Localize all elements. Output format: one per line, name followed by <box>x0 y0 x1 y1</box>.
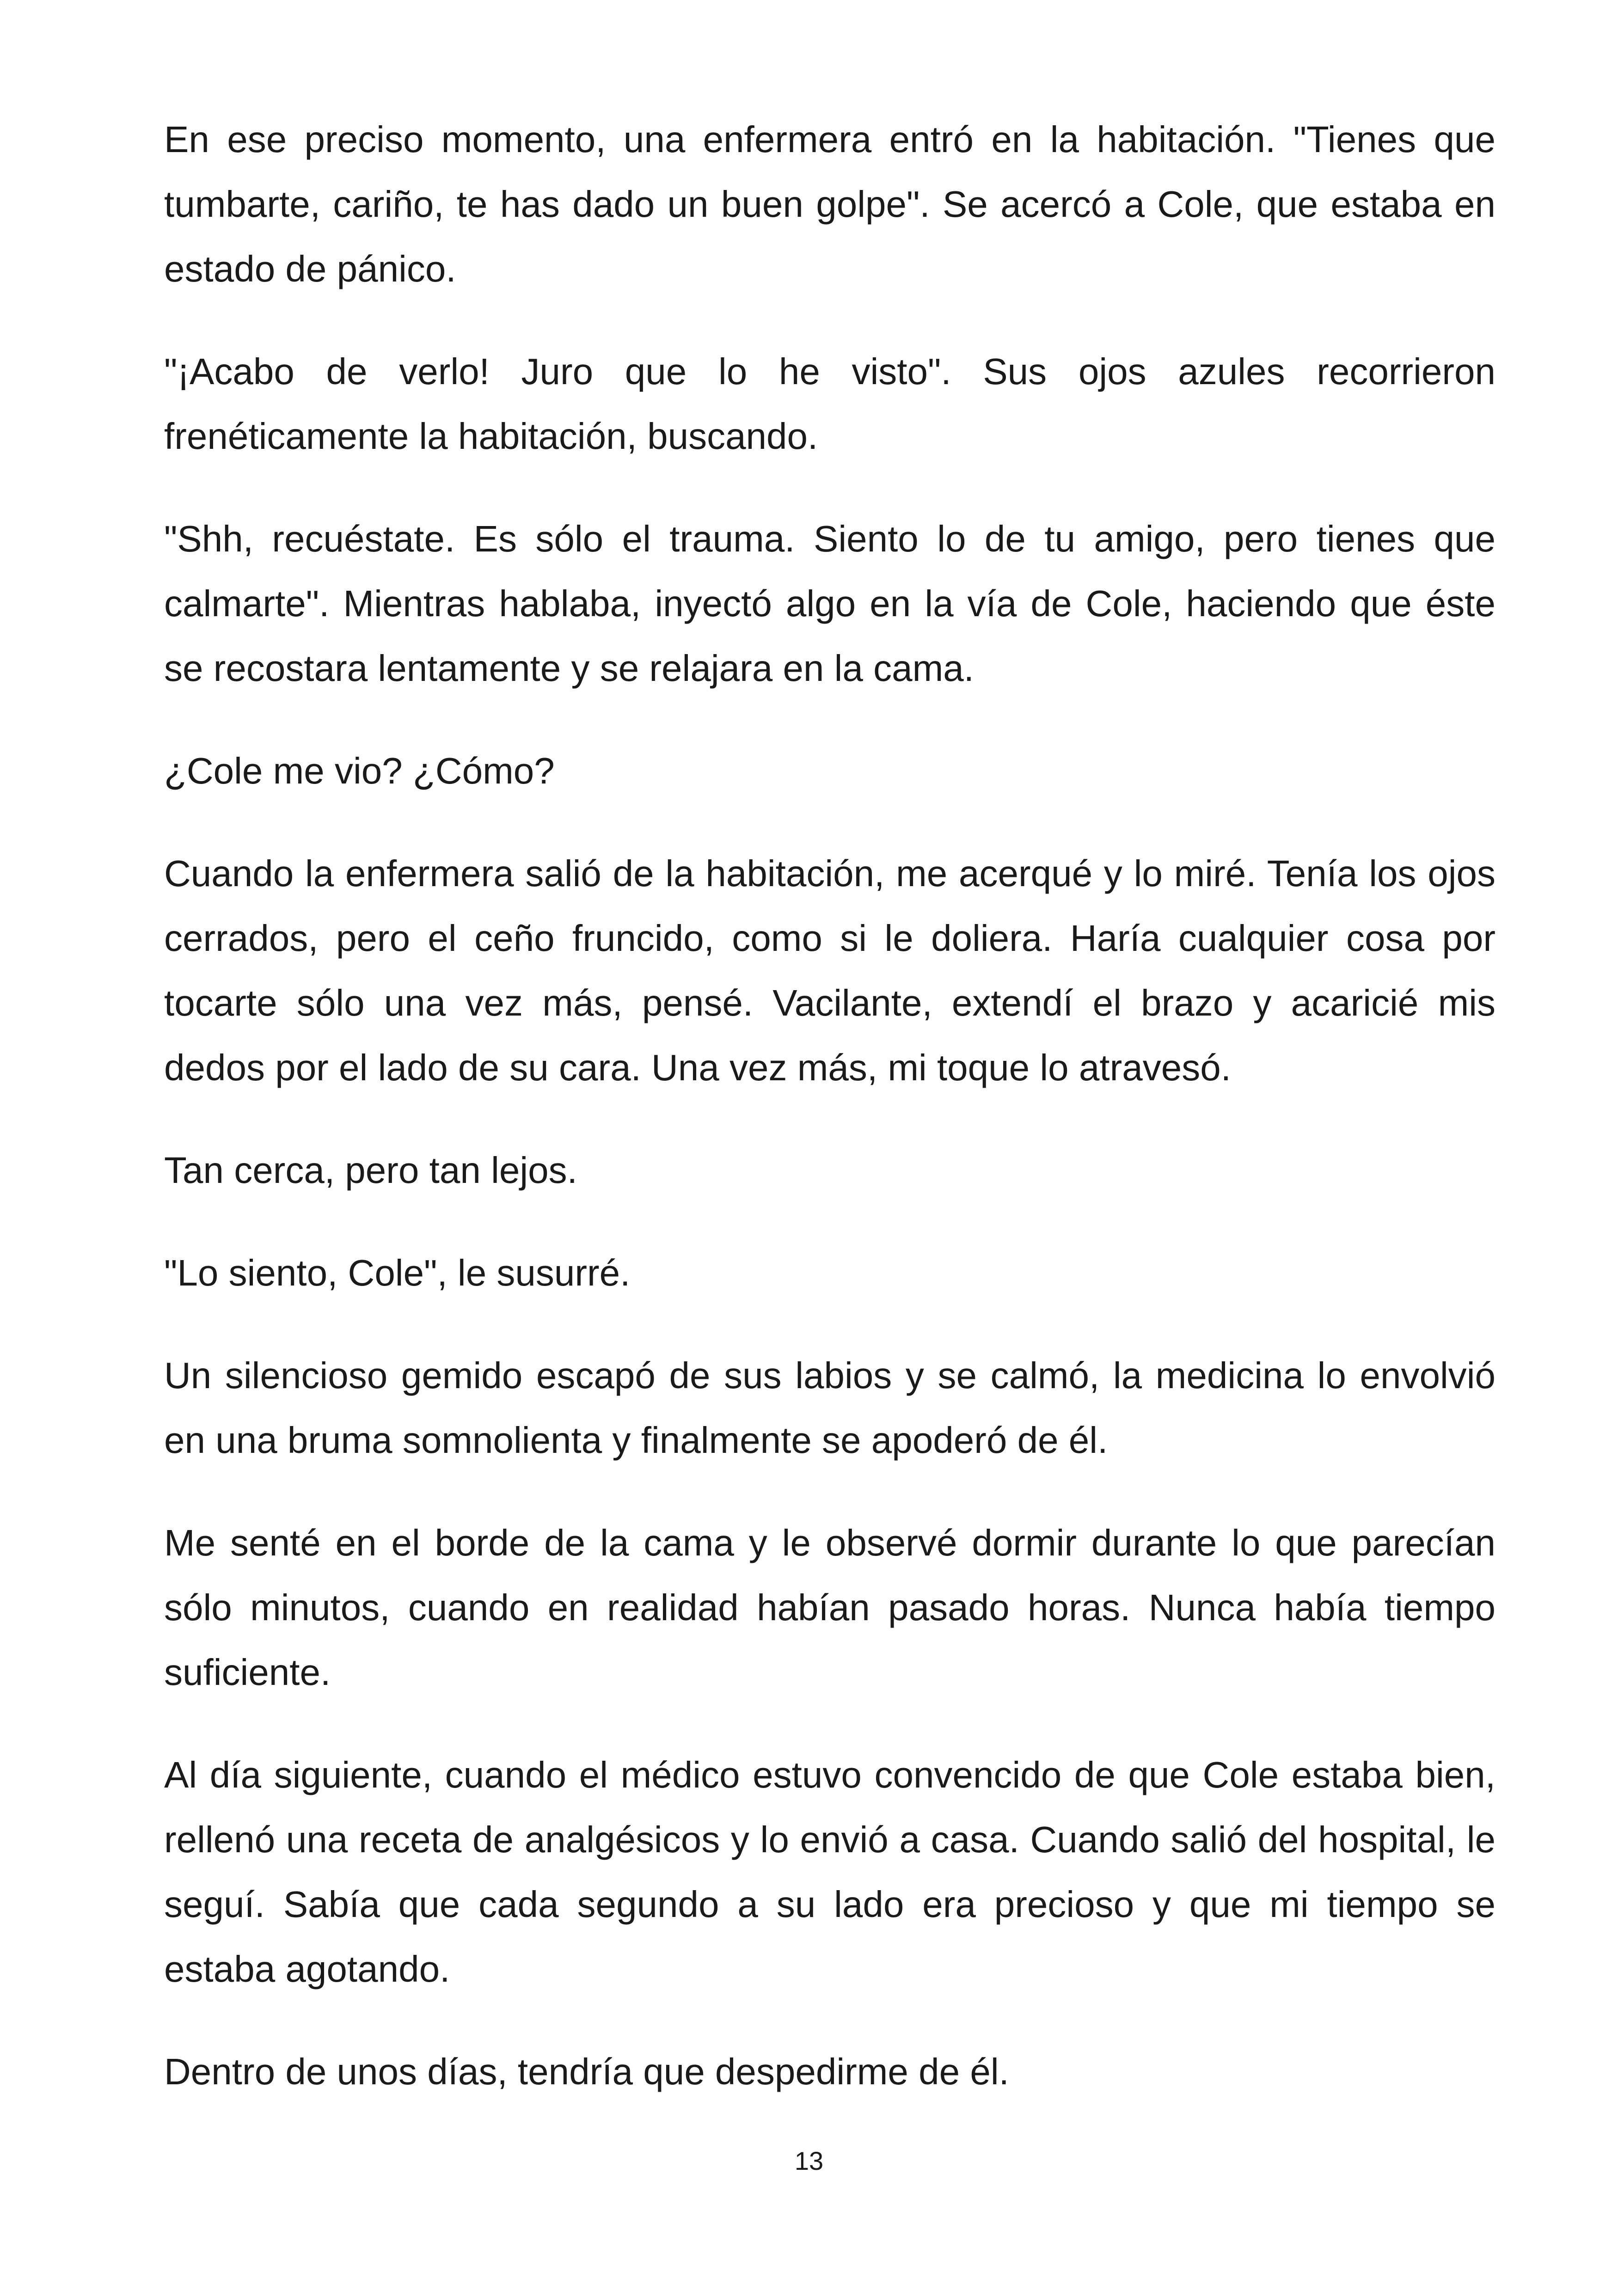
paragraph: "Lo siento, Cole", le susurré. <box>164 1252 631 1293</box>
paragraph: Al día siguiente, cuando el médico estuvo convencido de que Cole estaba bien, rellenó una receta de analgésicos y lo envió a casa. Cuando salió del hospital, le seguí. Sabía que cada segundo a su lado era precioso y que mi tiempo se estaba agotando. <box>164 1754 1495 1990</box>
paragraph: En ese preciso momento, una enfermera entró en la habitación. "Tienes que tumbarte, cariño, te has dado un buen golpe". Se acercó a Cole, que estaba en estado de pánico. <box>164 119 1495 289</box>
page-number: 13 <box>794 2146 824 2175</box>
paragraph: Me senté en el borde de la cama y le observé dormir durante lo que parecían sólo minutos, cuando en realidad habían pasado horas. Nunca había tiempo suficiente. <box>164 1522 1495 1693</box>
body-text <box>164 107 1495 2104</box>
paragraph: Cuando la enfermera salió de la habitación, me acerqué y lo miré. Tenía los ojos cerrados, pero el ceño fruncido, como si le doliera. Haría cualquier cosa por tocarte sólo una vez más, pensé. Vacilante, extendí el brazo y acaricié mis dedos por el lado de su cara. Una vez más, mi toque lo atravesó. <box>164 853 1495 1088</box>
paragraph: "¡Acabo de verlo! Juro que lo he visto". Sus ojos azules recorrieron frenéticamente la habitación, buscando. <box>164 351 1495 457</box>
paragraph: "Shh, recuéstate. Es sólo el trauma. Siento lo de tu amigo, pero tienes que calmarte". Mientras hablaba, inyectó algo en la vía de Cole, haciendo que éste se recostara lentamente y se relajara en la cama. <box>164 518 1495 689</box>
paragraph: ¿Cole me vio? ¿Cómo? <box>164 750 555 791</box>
paragraph: Un silencioso gemido escapó de sus labios y se calmó, la medicina lo envolvió en una bruma somnolienta y finalmente se apoderó de él. <box>164 1355 1495 1461</box>
paragraph: Dentro de unos días, tendría que despedirme de él. <box>164 2051 1009 2092</box>
paragraph: Tan cerca, pero tan lejos. <box>164 1150 577 1191</box>
